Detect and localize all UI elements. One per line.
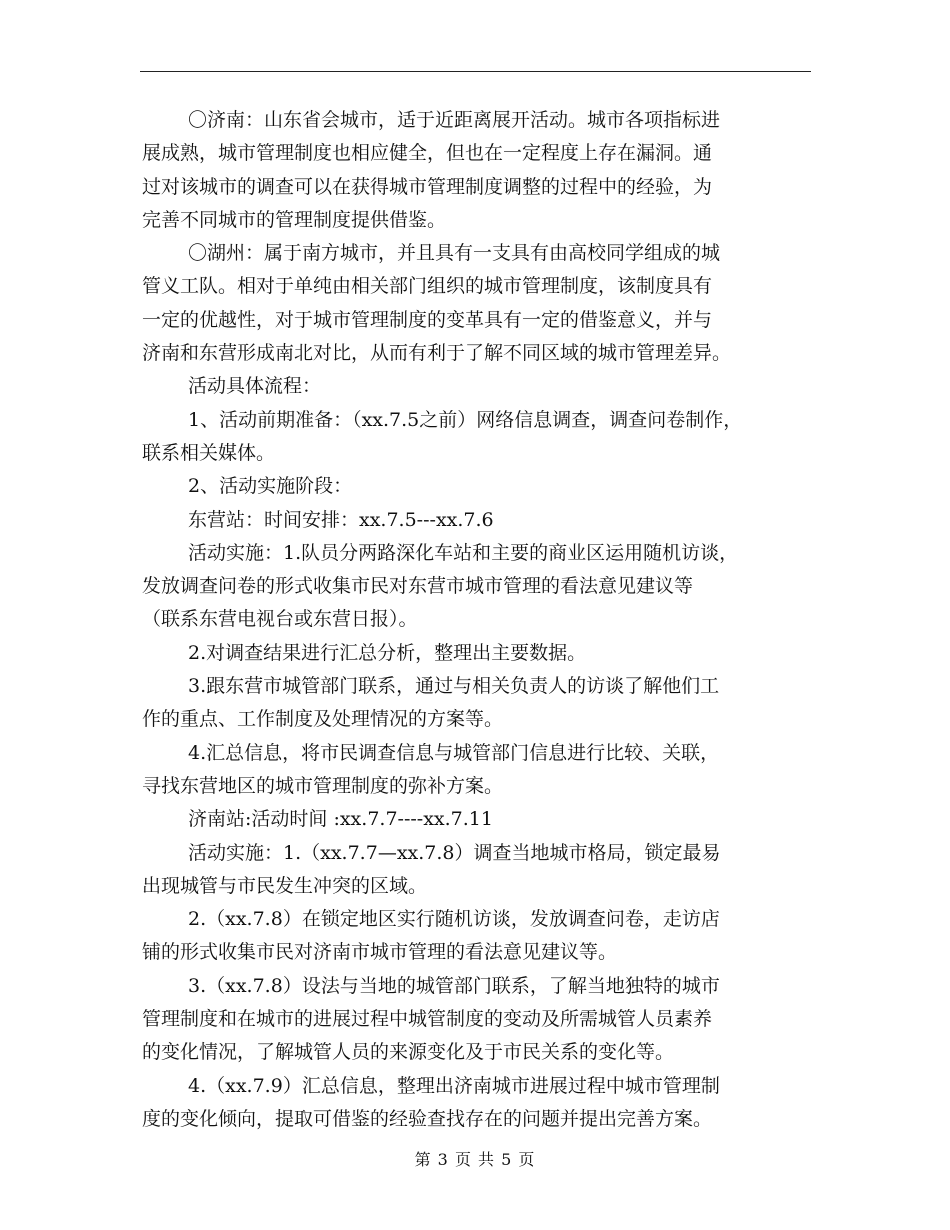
text-line: 管义工队。相对于单纯由相关部门组织的城市管理制度，该制度具有 xyxy=(142,275,713,298)
document-body xyxy=(142,104,822,1136)
text-line: 3.跟东营市城管部门联系，通过与相关负责人的访谈了解他们工 xyxy=(188,675,720,698)
text-line: （联系东营电视台或东营日报）。 xyxy=(142,608,418,631)
text-line: 作的重点、工作制度及处理情况的方案等。 xyxy=(142,708,504,731)
text-line: 铺的形式收集市民对济南市城市管理的看法意见建议等。 xyxy=(142,941,618,964)
text-line: 1、活动前期准备：（xx.7.5之前）网络信息调查，调查问卷制作， xyxy=(188,408,743,431)
text-line: 的变化情况，了解城管人员的来源变化及于市民关系的变化等。 xyxy=(142,1041,675,1064)
text-line: 完善不同城市的管理制度提供借鉴。 xyxy=(142,208,447,231)
text-line: 发放调查问卷的形式收集市民对东营市城市管理的看法意见建议等 xyxy=(142,575,694,598)
text-line: 展成熟，城市管理制度也相应健全，但也在一定程度上存在漏洞。通 xyxy=(142,142,713,165)
text-line: 东营站：时间安排：xx.7.5---xx.7.6 xyxy=(188,508,494,531)
text-line: 3.（xx.7.8）设法与当地的城管部门联系，了解当地独特的城市 xyxy=(188,974,720,997)
header-rule xyxy=(140,71,811,72)
text-line: 寻找东营地区的城市管理制度的弥补方案。 xyxy=(142,774,504,797)
text-line: 2.（xx.7.8）在锁定地区实行随机访谈，发放调查问卷，走访店 xyxy=(188,908,720,931)
text-line: 活动实施：1.队员分两路深化车站和主要的商业区运用随机访谈， xyxy=(188,541,739,564)
text-line: 济南和东营形成南北对比，从而有利于了解不同区域的城市管理差异。 xyxy=(142,342,732,365)
text-line: 过对该城市的调查可以在获得城市管理制度调整的过程中的经验，为 xyxy=(142,175,713,198)
text-line: 一定的优越性，对于城市管理制度的变革具有一定的借鉴意义，并与 xyxy=(142,308,713,331)
text-line: 管理制度和在城市的进展过程中城管制度的变动及所需城管人员素养 xyxy=(142,1008,713,1031)
text-line: 〇济南：山东省会城市，适于近距离展开活动。城市各项指标进 xyxy=(188,109,721,131)
text-line: 联系相关媒体。 xyxy=(142,441,276,464)
page-footer: 第 3 页 共 5 页 xyxy=(414,1150,536,1169)
text-line: 2.对调查结果进行汇总分析，整理出主要数据。 xyxy=(188,641,587,664)
text-line: 2、活动实施阶段： xyxy=(188,475,353,498)
text-line: 4.汇总信息，将市民调查信息与城管部门信息进行比较、关联， xyxy=(188,741,720,764)
text-line: 济南站:活动时间 :xx.7.7----xx.7.11 xyxy=(188,808,493,831)
text-line: 〇湖州：属于南方城市，并且具有一支具有由高校同学组成的城 xyxy=(188,242,721,265)
text-line: 度的变化倾向，提取可借鉴的经验查找存在的问题并提出完善方案。 xyxy=(142,1107,713,1130)
text-line: 活动具体流程： xyxy=(188,375,322,398)
text-line: 出现城管与市民发生冲突的区域。 xyxy=(142,874,428,897)
text-line: 4.（xx.7.9）汇总信息，整理出济南城市进展过程中城市管理制 xyxy=(188,1074,720,1097)
text-line: 活动实施：1.（xx.7.7—xx.7.8）调查当地城市格局，锁定最易 xyxy=(188,841,721,864)
